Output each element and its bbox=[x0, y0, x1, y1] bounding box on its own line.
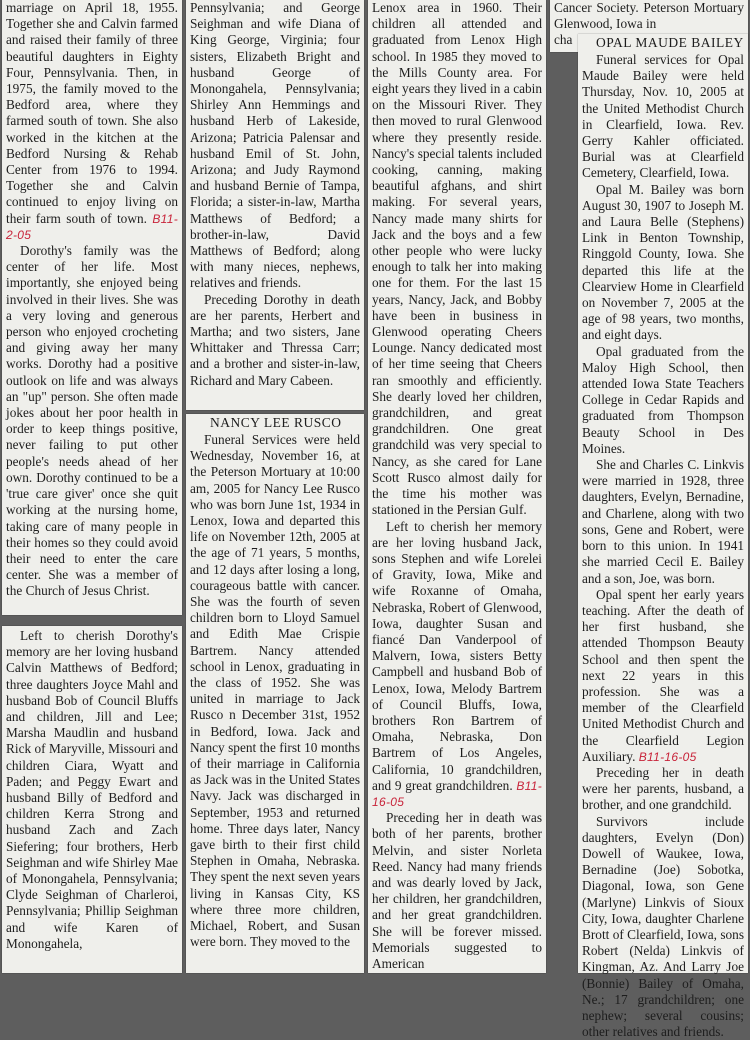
nancy-rusco-biography-text: Funeral Services were held Wednesday, November 16, at the Peterson Mortuary at 10:00 am, 2005 for Nancy Lee Rusco who was born June 1st, 1934 in Lenox, Iowa and departed this life on November 12th, 2005 at the age of 71 years, 5 months, and 12 days after losing a long, courageous battle with cancer. She was the fourth of seven children born to Lloyd Samuel and Edith Mae Crispie Bartrem. Nancy attended school in Lenox, graduating in the class of 1952. She was united in marriage to Jack Rusco n December 31st, 1952 in Bedford, Iowa. Jack and Nancy spent the first 10 months of their marriage in California as Jack was in the United States Navy. Jack was discharged in September, 1953 and returned home. Three days later, Nancy gave birth to their first child Stephen in Omaha, Nebraska. They spent the next seven years living in Kansas City, KS where three more children, Michael, Robert, and Susan were born. They moved to the bbox=[190, 432, 360, 950]
obituary-heading-nancy-rusco: NANCY LEE RUSCO bbox=[210, 415, 342, 430]
nancy-rusco-life-text: Lenox area in 1960. Their children all attended and graduated from Lenox High school. In 1985 they moved to the Mills County area. For eight years they lived in a cabin on the Missouri River. They then moved to rural Glenwood where they presently reside. Nancy's special talents included cooking, canning, making beautiful afghans, and shirt making. For several years, Nancy made many shirts for Jack and the boys and a few other people who were lucky enough to talk her into making one for them. For the last 15 years, Nancy, Jack, and Bobby have been in business in Glenwood operating Cheers Lounge. Nancy dedicated most of her time seeing that Cheers ran smoothly and efficiently. She dearly loved her children, grandchildren, and great grandchildren. One great grandchild was very special to Nancy, as she cared for Lane Scott Rusco almost daily for the time his mother was stationed in the Persian Gulf. bbox=[372, 0, 542, 518]
nancy-rusco-preceded-text: Preceding her in death was both of her parents, brother Melvin, and sister Norleta Reed. Nancy had many friends and was dearly loved by Jack, her children, her grandchildren, and her great grandchildren. She will be forever missed. Memorials suggested to American bbox=[372, 810, 542, 971]
clipping-opal-bailey bbox=[578, 34, 748, 1040]
nancy-rusco-survivors-text: Left to cherish her memory are her loving husband Jack, sons Stephen and wife Lorelei of Gravity, Iowa, Mike and wife Roxanne of Omaha, Nebraska, Robert of Glenwood, Iowa, daughter Susan and fiancé Dan Vanderpool of Malvern, Iowa, sisters Betty Campbell and husband Bob of Lenox, Iowa, Melody Bartrem of Council Bluffs, Iowa, brothers Ron Bartrem of Omaha, Nebraska, Don Bartrem of Los Angeles, California, 10 grandchildren, and 9 great grandchildren. B11-16-05 bbox=[372, 518, 542, 809]
clipping-nancy-rusco-part1 bbox=[186, 414, 364, 973]
dorothy-survivors-text: Left to cherish Dorothy's memory are her loving husband Calvin Matthews of Bedford; three daughters Joyce Mahl and husband Bob of Council Bluffs and children, Jill and Lee; Marsha Maudlin and husband Rick of Maryville, Missouri and children Ciara, Wyatt and Paden; and Peggy Ewart and husband Billy of Bedford and children Kerra Strong and husband Zach and Zach Siefering; four brothers, Herb Seighman and wife Shirley Mae of Monongahela, Pennsylvania; Clyde Seighman of Charleroi, Pennsylvania; Phillip Seighman and wife Karen of Monongahela, bbox=[6, 628, 178, 951]
dorothy-family-text: Dorothy's family was the center of her life. Most importantly, she enjoyed being involved in their lives. She was a very loving and generous person who enjoyed crocheting and giving away her many works. Dorothy had a positive outlook on life and was always an "up" person. She often made jokes about her poor health in order to keep things positive, never failing to put other people's needs ahead of her own. Dorothy continued to be a 'true care giver' once she quit working at the nursing home, taking care of many people in their homes so they could avoid their need to enter the care center. She was a member of the Church of Jesus Christ. bbox=[6, 243, 178, 599]
opal-bailey-preceded-text: Preceding her in death were her parents, husband, a brother, and one grandchild. bbox=[582, 764, 744, 813]
handwritten-date-mark: B11-2-05 bbox=[6, 211, 179, 242]
clipping-nancy-rusco-part2 bbox=[368, 0, 546, 973]
clipping-dorothy-part2 bbox=[2, 626, 182, 973]
clipping-dorothy-part3 bbox=[186, 0, 364, 410]
dorothy-biography-text: marriage on April 18, 1955. Together she and Calvin farmed and raised their family of three beautiful daughters in Eighty Four, Pennsylvania. Then, in 1975, the family moved to the Bedford area, where they farmed south of town. She also worked in the kitchen at the Bedford Nursing & Rehab Center from 1976 to 1994. Together she and Calvin continued to enjoy living on their farm south of town. B11-2-05 bbox=[6, 0, 179, 242]
handwritten-date-mark: B11-16-05 bbox=[638, 749, 697, 764]
opal-bailey-survivors-text: Survivors include daughters, Evelyn (Don) Dowell of Waukee, Iowa, Bernadine (Joe) Sobotka, Diagonal, Iowa, son Gene (Marlyne) Linkvis of Sioux City, Iowa, daughter Charlene Brott of Clearfield, Iowa, sons Robert (Nelda) Linkvis of Kingman, Az. And Larry Joe (Bonnie) Bailey of Omaha, Ne.; 17 grandchildren; one nephew; several cousins; other relatives and friends. bbox=[582, 813, 744, 1040]
opal-bailey-career-text: Opal spent her early years teaching. After the death of her first husband, she attended Thompson Beauty School and then spent the next 22 years in this profession. She was a member of the Clearfield United Methodist Church and the Clearfield Legion Auxiliary. B11-16-05 bbox=[582, 586, 744, 764]
opal-bailey-marriage-text: She and Charles C. Linkvis were married in 1928, three daughters, Evelyn, Bernadine, and Charlene, along with two sons, Gene and Robert, were born to this union. In 1941 she married Cecil E. Bailey and a son, Joe, was born. bbox=[582, 457, 744, 586]
dorothy-siblings-text: Pennsylvania; and George Seighman and wife Diana of King George, Virginia; four sisters, Elizabeth Bright and husband George of Monongahela, Pennsylvania; Shirley Ann Hemmings and husband Herb of Lakeside, Arizona; Patricia Palensar and husband Emil of St. John, Arizona; and Judy Raymond and husband Bernie of Tampa, Florida; a sister-in-law, Martha Matthews of Bedford; a brother-in-law, David Matthews of Bedford; along with many nieces, nephews, relatives and friends. bbox=[190, 0, 360, 291]
clipping-dorothy-part1 bbox=[2, 0, 182, 615]
opal-bailey-education-text: Opal graduated from the Maloy High School, then attended Iowa State Teachers College in Cedar Rapids and graduated from Thompson Beauty School in Des Moines. bbox=[582, 343, 744, 456]
obituary-heading-opal-bailey: OPAL MAUDE BAILEY bbox=[596, 35, 744, 50]
opal-bailey-services-text: Funeral services for Opal Maude Bailey were held Thursday, Nov. 10, 2005 at the United Methodist Church in Clearfield, Iowa. Rev. Gerry Kahler officiated. Burial was at Clearfield Cemetery, Clearfield, Iowa. bbox=[582, 52, 744, 181]
opal-bailey-birth-text: Opal M. Bailey was born August 30, 1907 to Joseph M. and Laura Belle (Stephens) Link in Benton Township, Ringgold County, Iowa. She departed this life at the Clearview Home in Clearfield on November 7, 2005 at the age of 98 years, two months, and eight days. bbox=[582, 181, 744, 343]
nancy-rusco-closing-text: Cancer Society. Peterson Mortuary Glenwood, Iowa in bbox=[554, 0, 744, 32]
cut-off-word: cha bbox=[554, 32, 573, 48]
handwritten-date-mark: B11-16-05 bbox=[372, 778, 542, 809]
dorothy-preceded-text: Preceding Dorothy in death are her parents, Herbert and Martha; and two sisters, Jane Whittaker and Thressa Carr; and a brother and sister-in-law, Richard and Mary Cabeen. bbox=[190, 291, 360, 388]
